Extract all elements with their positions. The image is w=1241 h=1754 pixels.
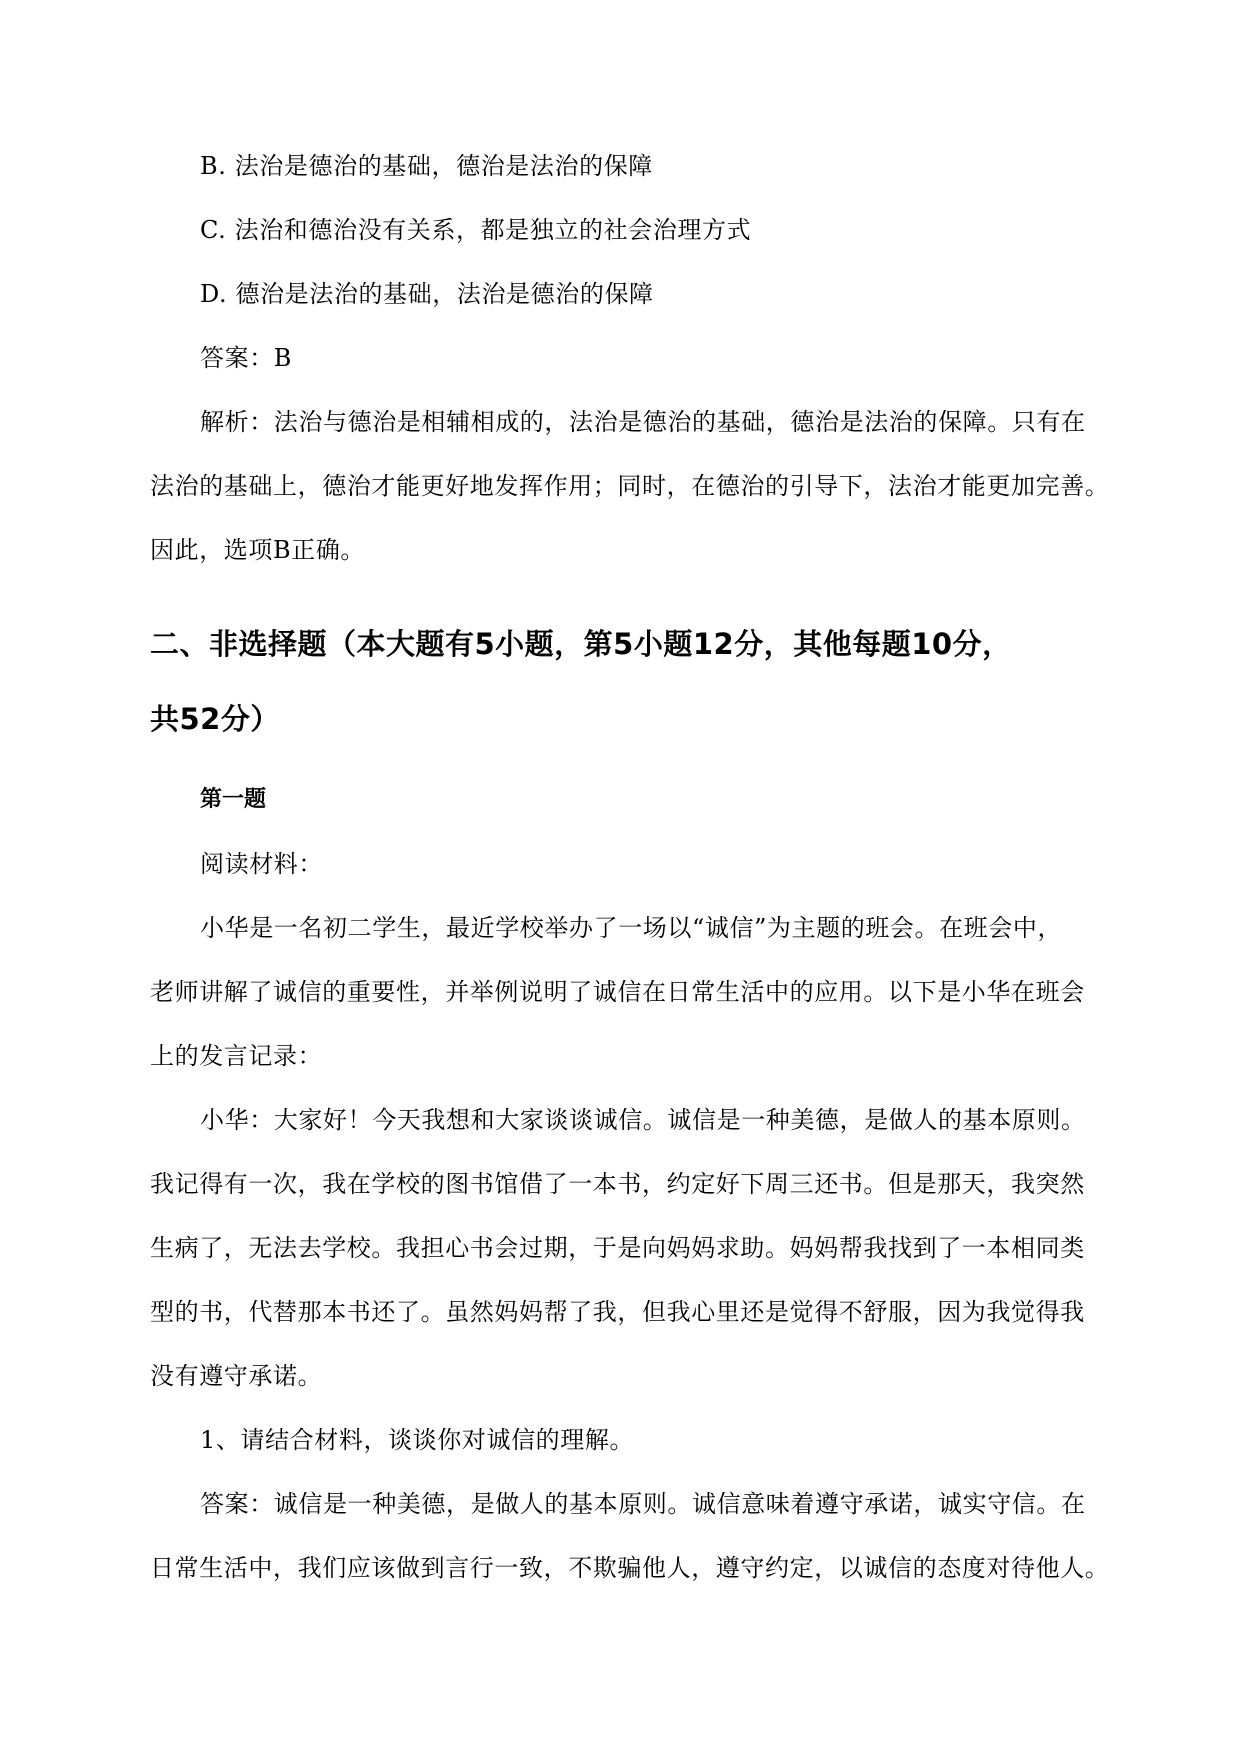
analysis-line: 解析：法治与德治是相辅相成的，法治是德治的基础，德治是法治的保障。只有在: [200, 408, 1086, 436]
option-d: D. 德治是法治的基础，法治是德治的保障: [200, 280, 654, 308]
sub-answer-line: 日常生活中，我们应该做到言行一致，不欺骗他人，遵守约定，以诚信的态度对待他人。: [150, 1554, 1110, 1582]
option-c: C. 法治和德治没有关系，都是独立的社会治理方式: [200, 216, 752, 244]
material-line: 生病了，无法去学校。我担心书会过期，于是向妈妈求助。妈妈帮我找到了一本相同类: [150, 1234, 1085, 1262]
material-line: 小华是一名初二学生，最近学校举办了一场以“诚信”为主题的班会。在班会中，: [200, 914, 1063, 942]
sub-question-prompt: 1、请结合材料，谈谈你对诚信的理解。: [200, 1426, 635, 1454]
option-b: B. 法治是德治的基础，德治是法治的保障: [200, 152, 653, 180]
question-title: 第一题: [200, 787, 267, 812]
read-label: 阅读材料：: [200, 850, 323, 878]
material-line: 我记得有一次，我在学校的图书馆借了一本书，约定好下周三还书。但是那天，我突然: [150, 1170, 1085, 1198]
material-line: 老师讲解了诚信的重要性，并举例说明了诚信在日常生活中的应用。以下是小华在班会: [150, 978, 1085, 1006]
material-line: 小华：大家好！今天我想和大家谈谈诚信。诚信是一种美德，是做人的基本原则。: [200, 1106, 1086, 1134]
section-heading: 共52分）: [150, 702, 280, 736]
analysis-line: 法治的基础上，德治才能更好地发挥作用；同时，在德治的引导下，法治才能更加完善。: [150, 472, 1110, 500]
analysis-line: 因此，选项B正确。: [150, 536, 366, 564]
material-line: 没有遵守承诺。: [150, 1362, 323, 1390]
material-line: 上的发言记录：: [150, 1042, 323, 1070]
sub-answer-line: 答案：诚信是一种美德，是做人的基本原则。诚信意味着遵守承诺，诚实守信。在: [200, 1490, 1086, 1518]
material-line: 型的书，代替那本书还了。虽然妈妈帮了我，但我心里还是觉得不舒服，因为我觉得我: [150, 1298, 1085, 1326]
section-heading: 二、非选择题（本大题有5小题，第5小题12分，其他每题10分，: [150, 627, 1012, 661]
answer-line: 答案：B: [200, 344, 293, 372]
